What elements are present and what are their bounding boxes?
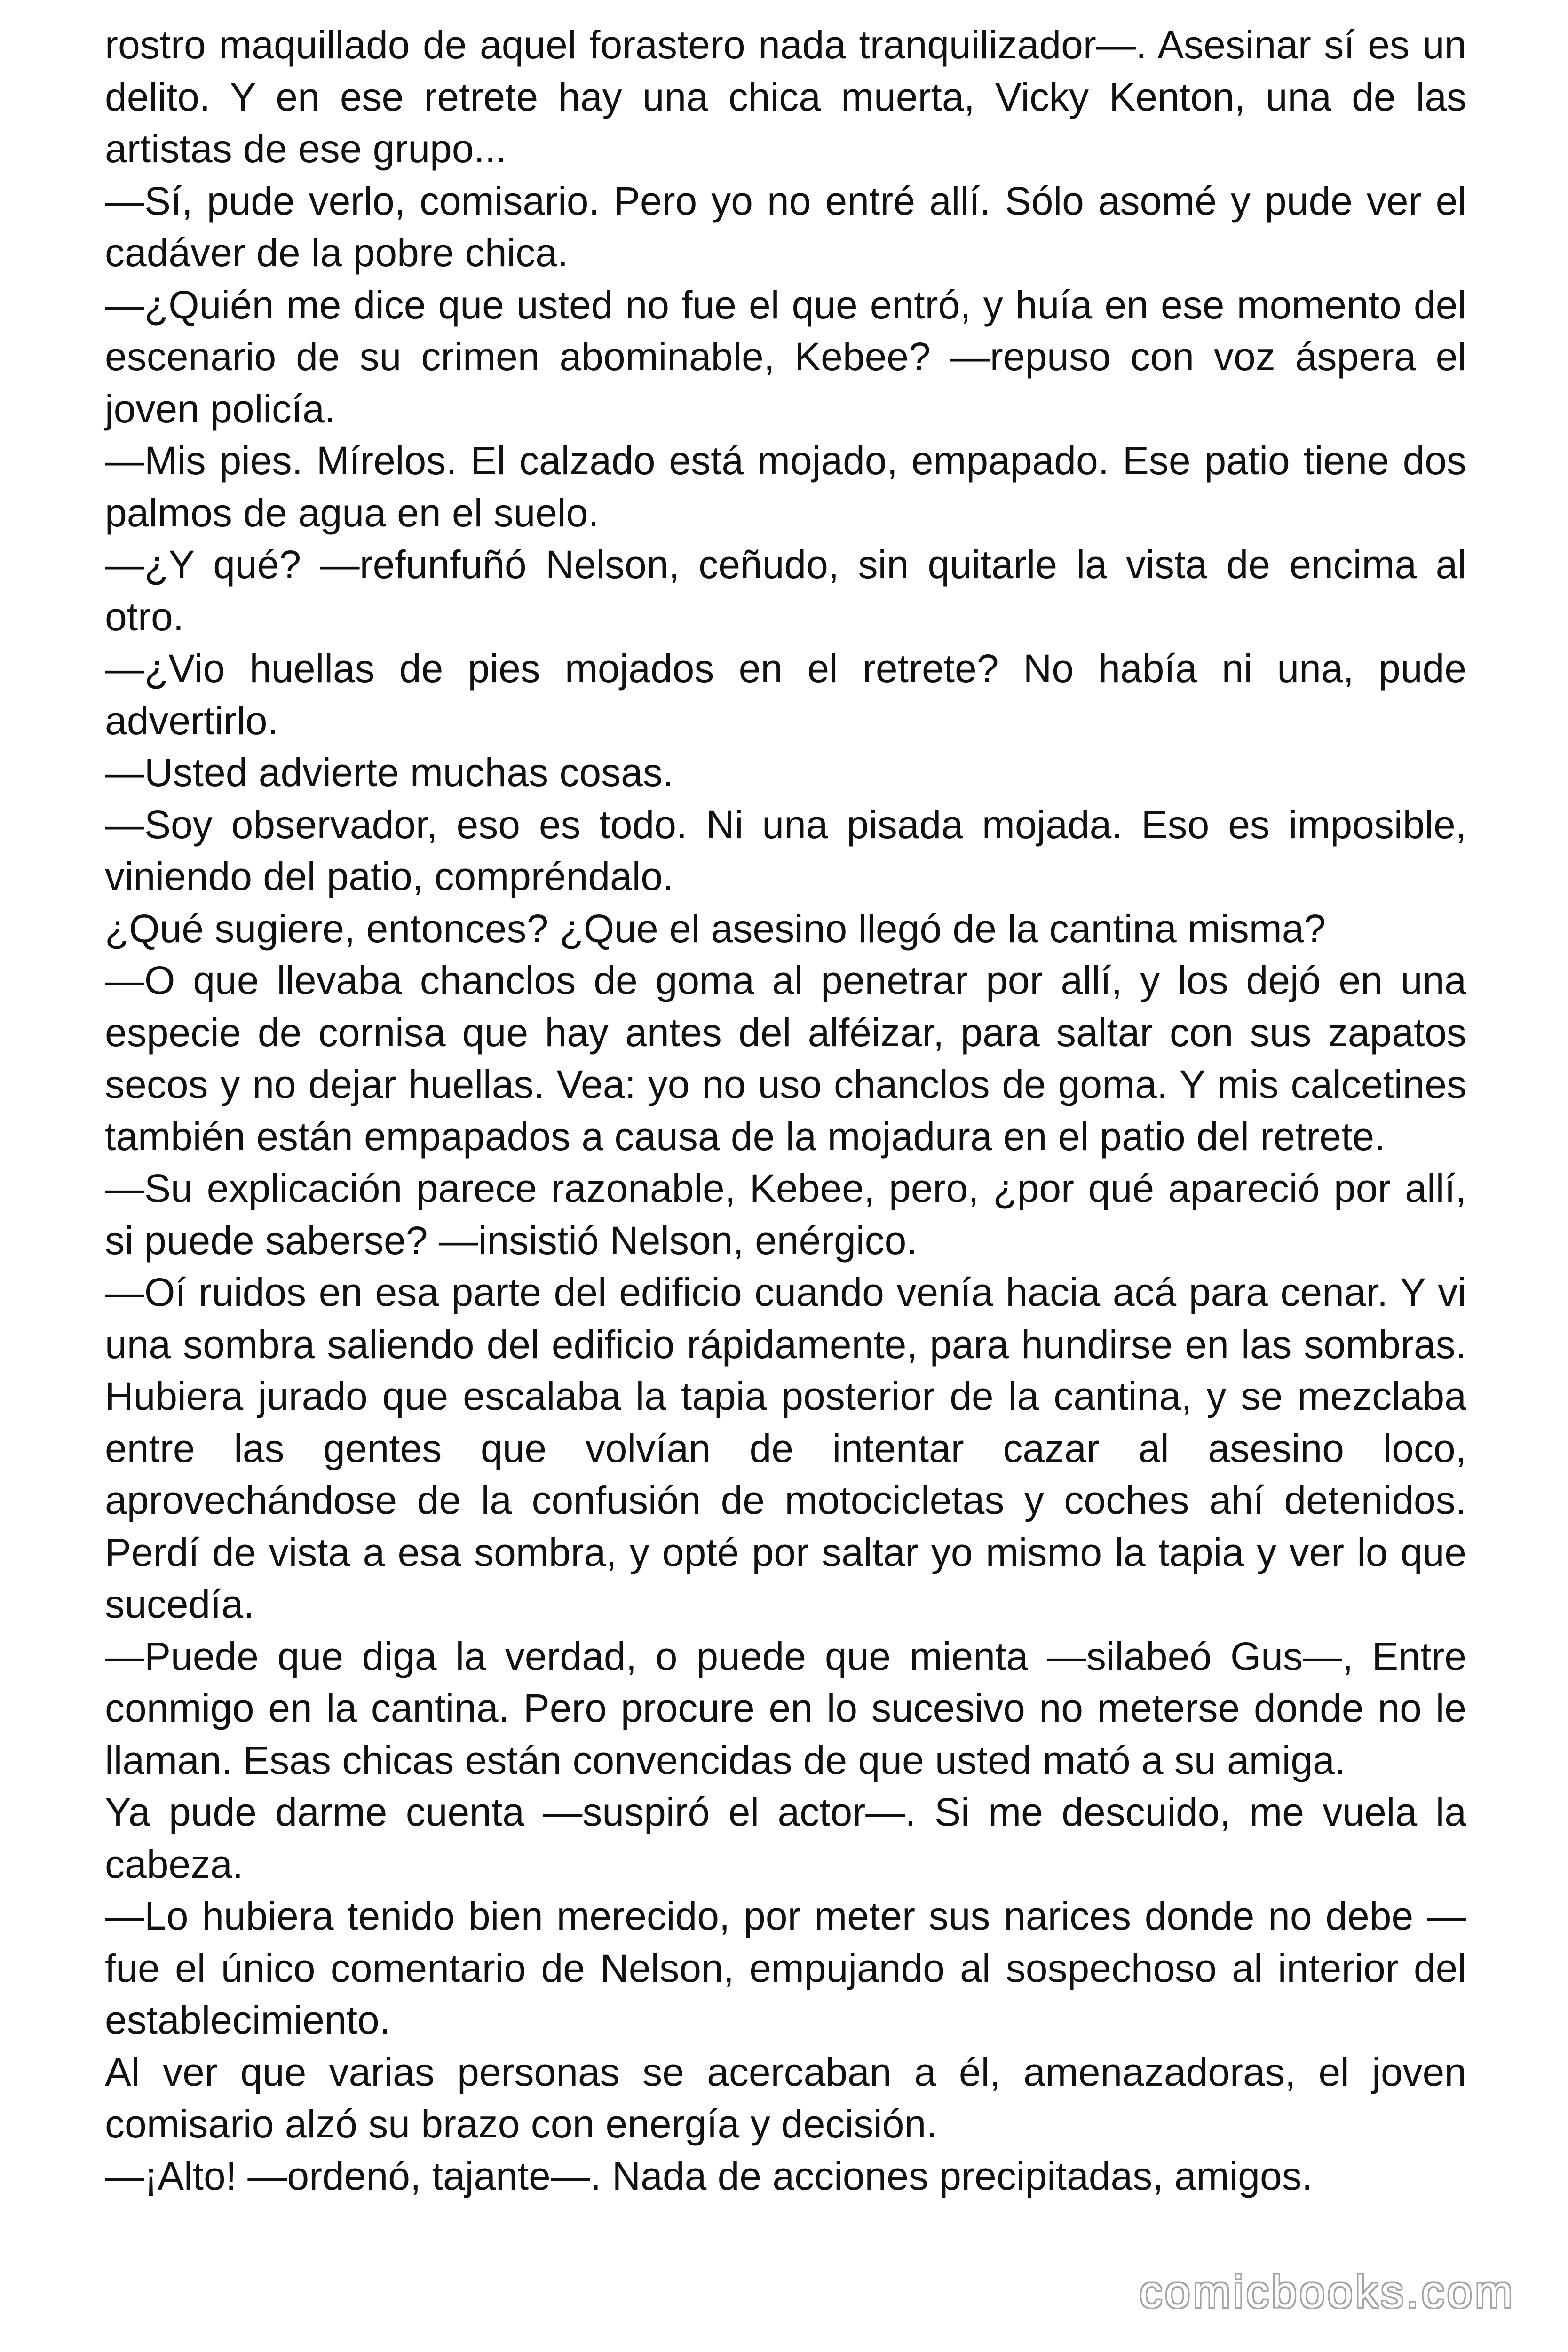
paragraph: —O que llevaba chanclos de goma al penetrar por allí, y los dejó en una especie de cornisa que hay antes del alféizar, para saltar con sus zapatos secos y no dejar huellas. Vea: yo no uso chanclos de goma. Y mis calcetines también están empapados a causa de la mojadura en el patio del retrete. [105, 958, 1466, 1159]
paragraph: —¡Alto! —ordenó, tajante—. Nada de acciones precipitadas, amigos. [105, 2153, 1313, 2198]
paragraph: —Su explicación parece razonable, Kebee, pero, ¿por qué apareció por allí, si puede saberse? —insistió Nelson, enérgico. [105, 1166, 1466, 1263]
paragraph: —¿Vio huellas de pies mojados en el retrete? No había ni una, pude advertirlo. [105, 646, 1466, 743]
paragraph: Ya pude darme cuenta —suspiró el actor—. Si me descuido, me vuela la cabeza. [105, 1790, 1466, 1886]
paragraph: —Lo hubiera tenido bien merecido, por meter sus narices donde no debe —fue el único comentario de Nelson, empujando al sospechoso al interior del establecimiento. [105, 1894, 1466, 2042]
paragraph: —¿Quién me dice que usted no fue el que entró, y huía en ese momento del escenario de su crimen abominable, Kebee? —repuso con voz áspera el joven policía. [105, 282, 1466, 431]
paragraph: rostro maquillado de aquel forastero nada tranquilizador—. Asesinar sí es un delito. Y en ese retrete hay una chica muerta, Vicky Kenton, una de las artistas de ese grupo... [105, 23, 1466, 171]
paragraph: —Usted advierte muchas cosas. [105, 750, 674, 795]
paragraph: —¿Y qué? —refunfuñó Nelson, ceñudo, sin quitarle la vista de encima al otro. [105, 542, 1466, 639]
paragraph: —Mis pies. Mírelos. El calzado está mojado, empapado. Ese patio tiene dos palmos de agua en el suelo. [105, 438, 1466, 535]
paragraph: —Sí, pude verlo, comisario. Pero yo no entré allí. Sólo asomé y pude ver el cadáver de la pobre chica. [105, 178, 1466, 275]
paragraph: ¿Qué sugiere, entonces? ¿Que el asesino llegó de la cantina misma? [105, 906, 1326, 951]
paragraph: Al ver que varias personas se acercaban a él, amenazadoras, el joven comisario alzó su brazo con energía y decisión. [105, 2050, 1466, 2146]
book-page [105, 19, 1466, 2202]
paragraph: —Oí ruidos en esa parte del edificio cuando venía hacia acá para cenar. Y vi una sombra saliendo del edificio rápidamente, para hundirse en las sombras. Hubiera jurado que escalaba la tapia posterior de la cantina, y se mezclaba entre las gentes que volvían de intentar cazar al asesino loco, aprovechándose de la confusión de motocicletas y coches ahí detenidos. Perdí de vista a esa sombra, y opté por saltar yo mismo la tapia y ver lo que sucedía. [105, 1270, 1466, 1626]
paragraph: —Soy observador, eso es todo. Ni una pisada mojada. Eso es imposible, viniendo del patio, compréndalo. [105, 802, 1466, 898]
watermark-logo: comicbooks.com [1140, 2267, 1515, 2317]
paragraph: —Puede que diga la verdad, o puede que mienta —silabeó Gus—, Entre conmigo en la cantina. Pero procure en lo sucesivo no meterse donde no le llaman. Esas chicas están convencidas de que usted mató a su amiga. [105, 1634, 1466, 1782]
